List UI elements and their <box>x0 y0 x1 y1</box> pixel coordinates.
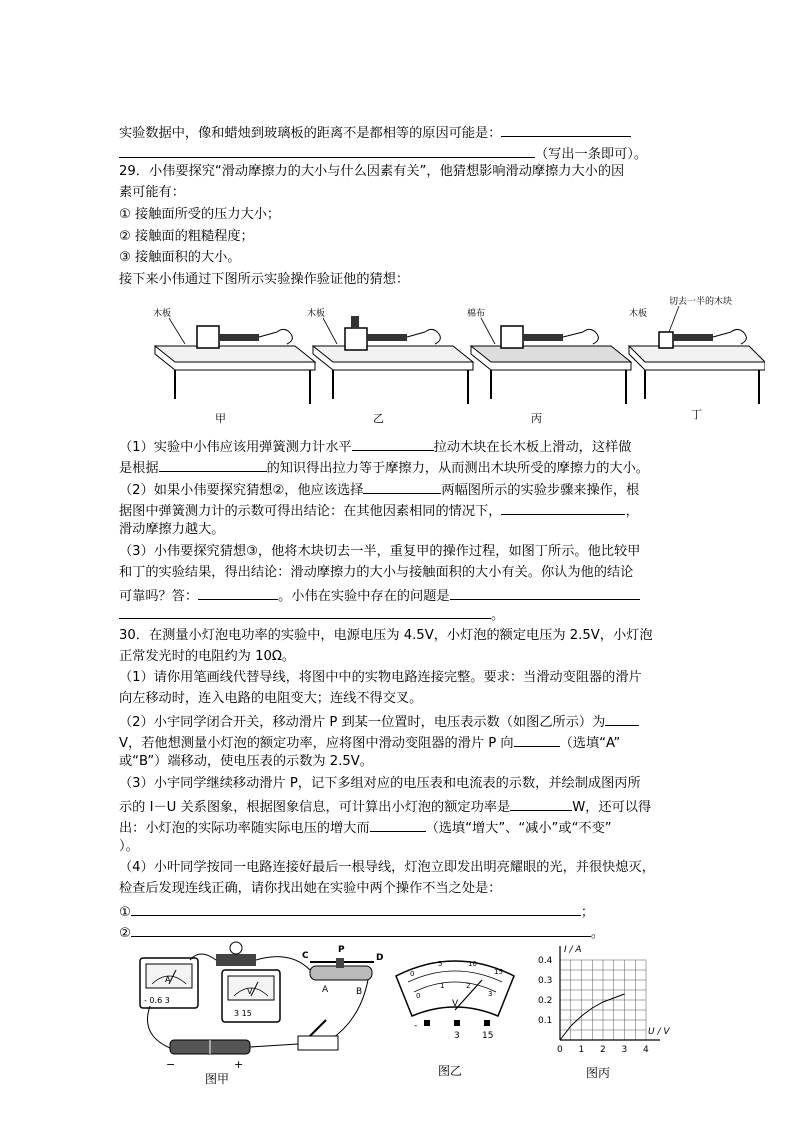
y-tick-label: 0.3 <box>538 976 553 986</box>
y-tick-label: 0.1 <box>538 1016 553 1026</box>
q30-part1: （1）请你用笔画线代替导线，将图中中的实物电路连接完整。要求：当滑动变阻器的滑片 <box>119 670 642 685</box>
meter-tick: 10 <box>468 960 477 968</box>
text-line: 正常发光时的电阻约为 10Ω。 <box>119 649 296 664</box>
fig1-label: 木板 <box>629 309 648 319</box>
text-line: （写出一条即可）。 <box>119 143 647 161</box>
voltmeter-dial-figure <box>390 950 520 1040</box>
text-line: 或“B”）端移动，使电压表的示数为 2.5V。 <box>119 754 373 769</box>
answer-blank[interactable] <box>370 817 426 832</box>
fig-caption-yi: 图乙 <box>438 1064 463 1078</box>
text-line: 实验数据中，像和蜡烛到玻璃板的距离不是都相等的原因可能是： <box>119 122 631 140</box>
question-30-stem: 30．在测量小灯泡电功率的实验中，电源电压为 4.5V，小灯泡的额定电压为 2.5V，小灯泡 <box>119 628 653 643</box>
y-tick-label: 0.4 <box>538 956 553 966</box>
meter-tick: 15 <box>494 968 503 976</box>
x-tick-label: 3 <box>621 1045 628 1055</box>
rheostat-label: P <box>338 945 345 955</box>
q29-part1: （1）实验中小伟应该用弹簧测力计水平 拉动木块在长木板上滑动，这样做 <box>119 436 631 454</box>
x-tick-label: 2 <box>600 1045 606 1055</box>
fig1-caption: 丙 <box>531 412 542 425</box>
answer-blank[interactable] <box>131 901 581 916</box>
answer-blank[interactable] <box>501 122 631 137</box>
text-line: 素可能有： <box>119 185 185 200</box>
x-axis-label: U / V <box>648 1027 670 1037</box>
battery-sign: + <box>234 1058 244 1071</box>
text-line: 接下来小伟通过下图所示实验操作验证他的猜想： <box>119 272 410 287</box>
answer-blank[interactable] <box>514 732 560 747</box>
text-line: V，若他想测量小灯泡的额定功率，应将图中滑动变阻器的滑片 P 向 （选填“A” <box>119 732 620 750</box>
ammeter-symbol: A <box>165 975 171 984</box>
q29-part3-cont: 。 <box>119 604 504 622</box>
panel-bing <box>467 307 631 404</box>
q29-part3-cont: 可靠吗？答： 。小伟在实验中存在的问题是 <box>119 585 640 603</box>
meter-terminal: 15 <box>482 1031 494 1040</box>
q29-part2-cont: 滑动摩擦力越大。 <box>119 522 225 537</box>
y-tick-label: 0.2 <box>538 996 553 1006</box>
meter-terminal: 3 <box>454 1031 460 1040</box>
answer-blank[interactable] <box>159 457 267 472</box>
rheostat-label: A <box>322 985 329 995</box>
answer-blank[interactable] <box>510 796 572 811</box>
answer-blank[interactable] <box>501 500 625 515</box>
text-line: 检查后发现连线正确，请你找出她在实验中两个操作不当之处是： <box>119 881 502 896</box>
answer-blank[interactable] <box>605 711 639 726</box>
q30-part4: （4）小叶同学按同一电路连接好最后一根导线，灯泡立即发出明亮耀眼的光，并很快熄灭， <box>119 860 655 875</box>
q29-part1-cont: 是根据 的知识得出拉力等于摩擦力，从而测出木块所受的摩擦力的大小。 <box>119 457 649 475</box>
answer-blank[interactable] <box>119 604 491 619</box>
text-line: 向左移动时，连入电路的电阻变大；连线不得交叉。 <box>119 691 423 706</box>
circuit-figure-jia <box>130 940 390 1080</box>
hypothesis-1: ① 接触面所受的压力大小； <box>119 207 281 222</box>
x-tick-label: 0 <box>557 1045 563 1055</box>
rheostat-label: C <box>302 951 309 961</box>
hypothesis-2: ② 接触面的粗糙程度； <box>119 229 254 244</box>
text-line: ② 。 <box>119 922 604 940</box>
text-line: 示的 I－U 关系图象，根据图象信息，可计算出小灯泡的额定功率是 W，还可以得 <box>119 796 651 814</box>
question-29-stem: 29．小伟要探究“滑动摩擦力的大小与什么因素有关”，他猜想影响滑动摩擦力大小的因 <box>119 164 625 179</box>
answer-blank[interactable] <box>131 922 591 937</box>
text-line: ① ； <box>119 901 594 919</box>
answer-blank[interactable] <box>352 436 434 451</box>
y-axis-label: I / A <box>564 945 582 955</box>
rheostat-label: B <box>356 987 363 997</box>
text-line: ）。 <box>119 839 139 854</box>
panel-ding <box>629 295 765 404</box>
q30-part2: （2）小宇同学闭合开关，移动滑片 P 到某一位置时，电压表示数（如图乙所示）为 <box>119 711 639 729</box>
fig-caption-jia: 图甲 <box>205 1072 230 1086</box>
fig1-caption: 乙 <box>373 412 384 425</box>
fig-caption-bing: 图丙 <box>586 1066 611 1080</box>
fig1-caption: 甲 <box>215 412 226 425</box>
meter-symbol: V <box>452 999 459 1009</box>
q29-part2-cont: 据图中弹簧测力计的示数可得出结论：在其他因素相同的情况下， ， <box>119 500 639 518</box>
panel-jia <box>153 307 315 404</box>
meter-tick: 0 <box>410 970 415 978</box>
panel-yi <box>307 307 473 404</box>
voltmeter-symbol: V <box>247 987 253 996</box>
q29-part3: （3）小伟要探究猜想③，他将木块切去一半，重复甲的操作过程，如图丁所示。他比较甲 <box>119 544 641 559</box>
q29-part2: （2）如果小伟要探究猜想②，他应该选择 两幅图所示的实验步骤来操作，根 <box>119 479 639 497</box>
fig1-label: 木板 <box>153 309 172 319</box>
q29-part3-cont: 和丁的实验结果，得出结论：滑动摩擦力的大小与接触面积的大小有关。你认为他的结论 <box>119 565 634 580</box>
text-line: 出：小灯泡的实际功率随实际电压的增大而 （选填“增大”、“减小”或“不变” <box>119 817 612 835</box>
meter-tick: 0 <box>416 992 421 1000</box>
fig1-label: 切去一半的木块 <box>669 297 733 307</box>
meter-tick: 5 <box>438 960 443 968</box>
battery-sign: − <box>166 1058 176 1071</box>
meter-terminal: - <box>414 1021 418 1031</box>
answer-blank[interactable] <box>198 585 278 600</box>
fig1-label: 木板 <box>307 309 326 319</box>
answer-blank[interactable] <box>119 143 535 158</box>
ammeter-terminals: - 0.6 3 <box>144 996 170 1005</box>
x-tick-label: 1 <box>578 1045 585 1055</box>
answer-blank[interactable] <box>363 479 441 494</box>
hypothesis-3: ③ 接触面积的大小。 <box>119 250 241 265</box>
x-tick-label: 4 <box>643 1045 649 1055</box>
fig1-label: 棉布 <box>467 309 486 319</box>
meter-tick: 3 <box>488 990 493 998</box>
meter-tick: 1 <box>440 982 445 990</box>
iu-graph <box>530 940 670 1058</box>
friction-experiment-figure <box>145 294 765 429</box>
fig1-caption: 丁 <box>691 408 702 421</box>
q30-part3: （3）小宇同学继续移动滑片 P，记下多组对应的电压表和电流表的示数，并绘制成图丙所 <box>119 776 641 791</box>
rheostat-label: D <box>376 953 384 963</box>
meter-tick: 2 <box>466 982 471 990</box>
voltmeter-terminals: 3 15 <box>234 1009 252 1018</box>
answer-blank[interactable] <box>450 585 640 600</box>
